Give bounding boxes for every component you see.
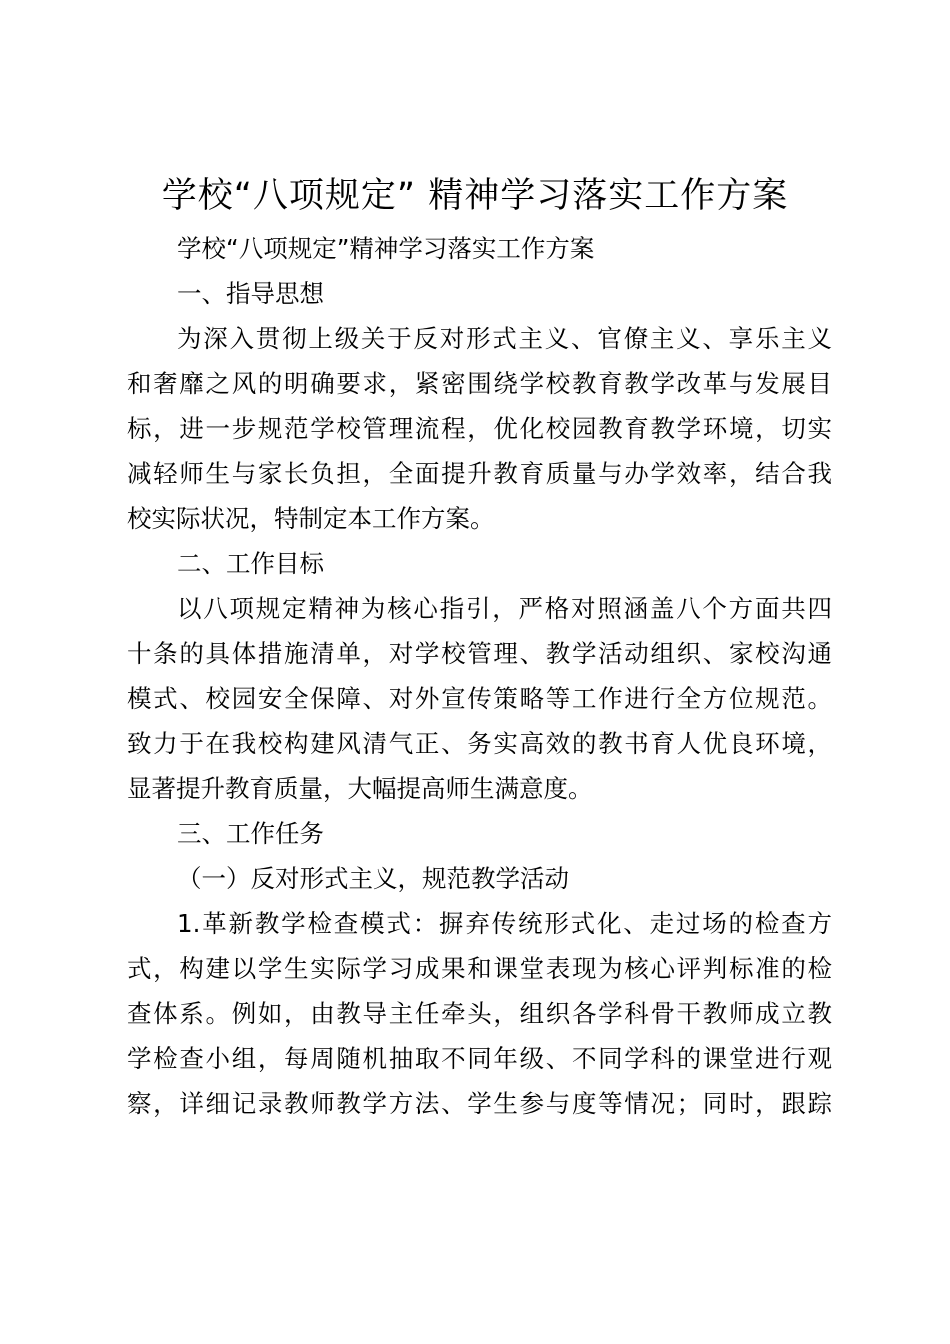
section-heading-work-tasks: 三、工作任务 bbox=[177, 819, 324, 848]
paragraph-line: 减轻师生与家长负担，全面提升教育质量与办学效率，结合我 bbox=[127, 459, 832, 488]
paragraph-line: 标，进一步规范学校管理流程，优化校园教育教学环境，切实 bbox=[127, 414, 832, 443]
section-heading-work-goals: 二、工作目标 bbox=[177, 549, 324, 578]
section-heading-guiding-ideology: 一、指导思想 bbox=[177, 279, 324, 308]
paragraph-line: 1.革新教学检查模式：摒弃传统形式化、走过场的检查方 bbox=[177, 909, 832, 938]
paragraph-line: 学检查小组，每周随机抽取不同年级、不同学科的课堂进行观 bbox=[127, 1044, 832, 1073]
paragraph-line: 以八项规定精神为核心指引，严格对照涵盖八个方面共四 bbox=[177, 594, 832, 623]
paragraph-line: 显著提升教育质量，大幅提高师生满意度。 bbox=[127, 774, 593, 803]
paragraph-line: 和奢靡之风的明确要求，紧密围绕学校教育教学改革与发展目 bbox=[127, 369, 832, 398]
paragraph-line: 模式、校园安全保障、对外宣传策略等工作进行全方位规范。 bbox=[127, 684, 832, 713]
paragraph-line: 式，构建以学生实际学习成果和课堂表现为核心评判标准的检 bbox=[127, 954, 832, 983]
paragraph-line: 为深入贯彻上级关于反对形式主义、官僚主义、享乐主义 bbox=[177, 324, 832, 353]
paragraph-line: 致力于在我校构建风清气正、务实高效的教书育人优良环境， bbox=[127, 729, 832, 758]
paragraph-line: 查体系。例如，由教导主任牵头，组织各学科骨干教师成立教 bbox=[127, 999, 832, 1028]
subtitle-line: 学校“八项规定”精神学习落实工作方案 bbox=[177, 234, 595, 263]
document-title: 学校“八项规定” 精神学习落实工作方案 bbox=[161, 176, 789, 216]
paragraph-line: 校实际状况，特制定本工作方案。 bbox=[127, 504, 495, 533]
document-body bbox=[127, 226, 832, 1126]
paragraph-line: 十条的具体措施清单，对学校管理、教学活动组织、家校沟通 bbox=[127, 639, 832, 668]
paragraph-line: 察，详细记录教师教学方法、学生参与度等情况；同时，跟踪 bbox=[127, 1089, 832, 1118]
subsection-heading: （一）反对形式主义，规范教学活动 bbox=[177, 864, 569, 893]
